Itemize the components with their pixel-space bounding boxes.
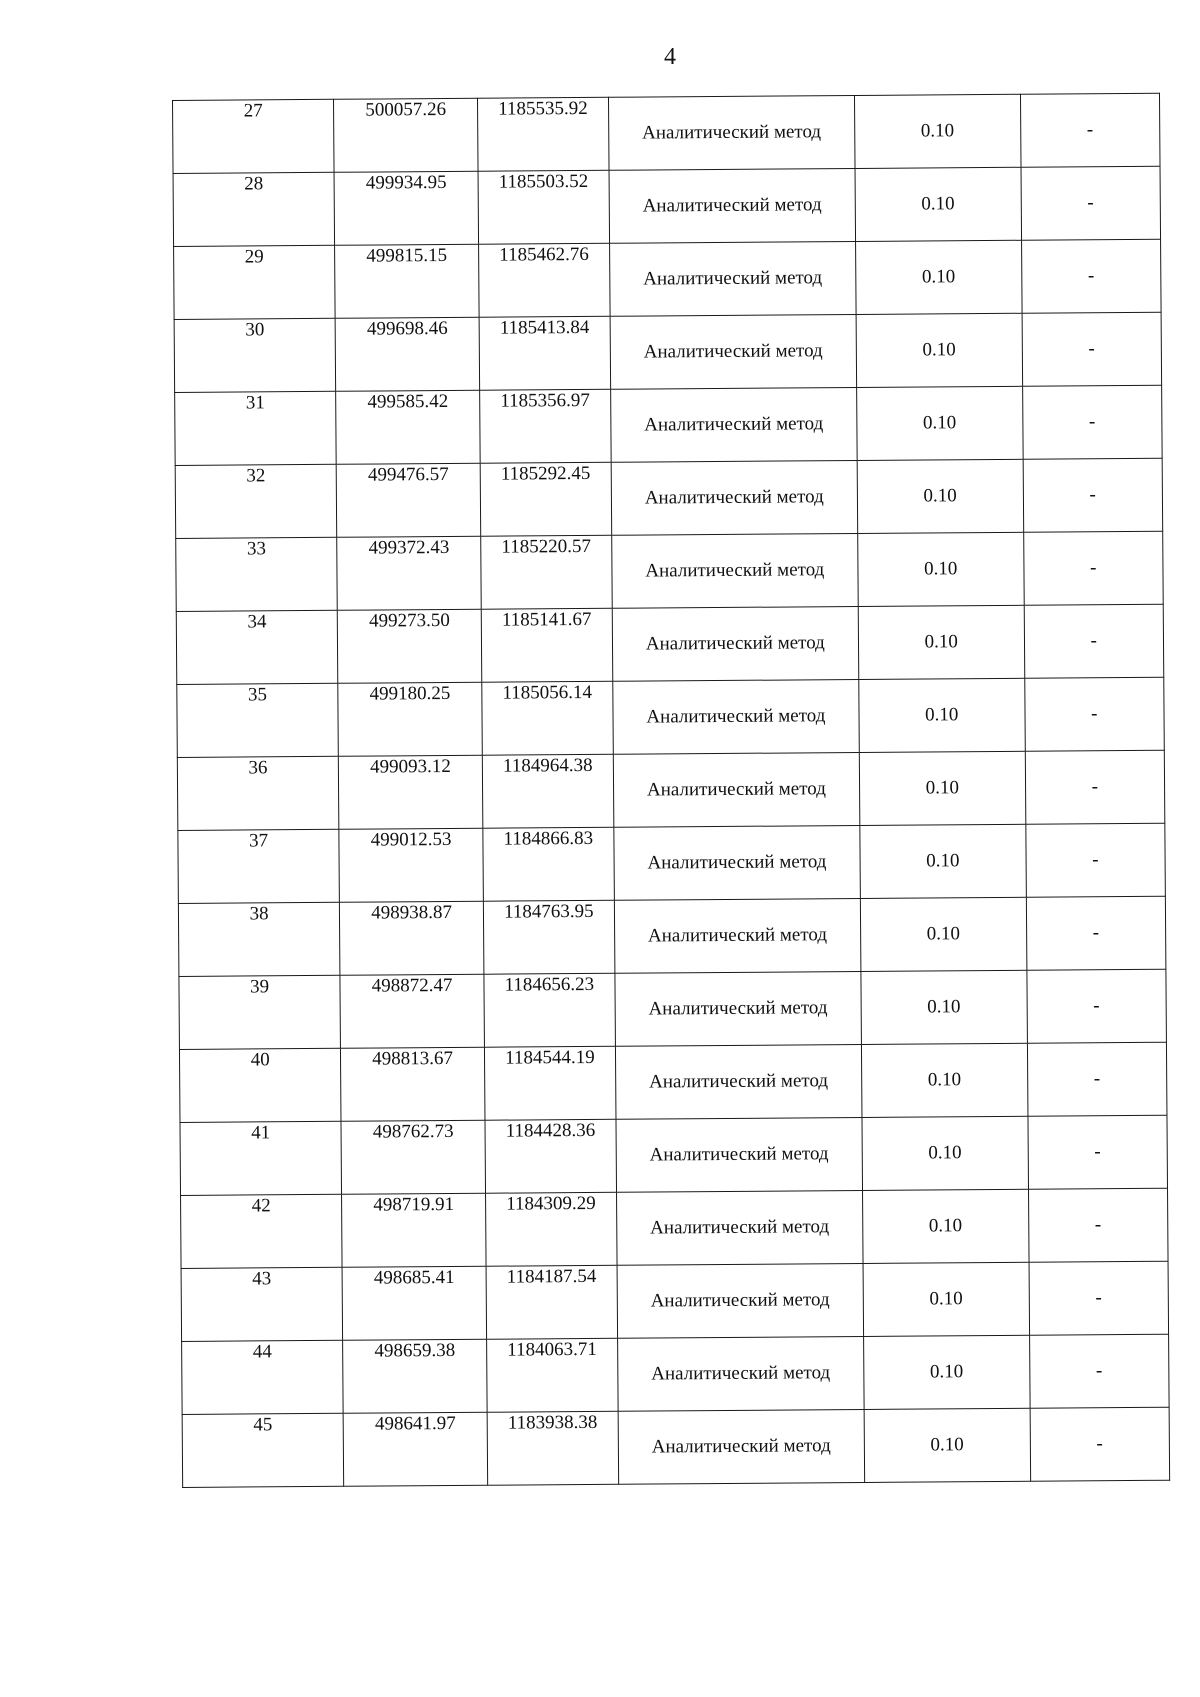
table-row	[174, 312, 1162, 392]
y-coordinate-cell: 1185056.14	[482, 681, 613, 755]
note-cell: -	[1020, 93, 1160, 167]
table-row	[179, 969, 1167, 1049]
accuracy-cell: 0.10	[864, 1408, 1030, 1482]
point-number-cell: 41	[180, 1121, 342, 1195]
y-coordinate-cell: 1184309.29	[486, 1192, 617, 1266]
note-cell: -	[1026, 896, 1166, 970]
point-number-cell: 27	[173, 99, 335, 173]
method-cell: Аналитический метод	[616, 1190, 863, 1265]
x-coordinate-cell: 498659.38	[343, 1339, 487, 1413]
table-row	[181, 1188, 1169, 1268]
accuracy-cell: 0.10	[859, 678, 1025, 752]
x-coordinate-cell: 498872.47	[340, 974, 484, 1048]
y-coordinate-cell: 1185503.52	[478, 170, 609, 244]
x-coordinate-cell: 499698.46	[335, 317, 479, 391]
point-number-cell: 39	[179, 975, 341, 1049]
method-cell: Аналитический метод	[613, 752, 860, 827]
y-coordinate-cell: 1184964.38	[482, 754, 613, 828]
accuracy-cell: 0.10	[862, 1189, 1028, 1263]
method-cell: Аналитический метод	[616, 1117, 863, 1192]
table-row	[182, 1407, 1170, 1487]
table-row	[182, 1334, 1170, 1414]
x-coordinate-cell: 499585.42	[336, 390, 480, 464]
table-row	[174, 239, 1162, 319]
table-row	[177, 677, 1165, 757]
table-row	[180, 1115, 1168, 1195]
note-cell: -	[1021, 239, 1161, 313]
method-cell: Аналитический метод	[610, 314, 857, 389]
x-coordinate-cell: 498813.67	[341, 1047, 485, 1121]
y-coordinate-cell: 1185220.57	[481, 535, 612, 609]
accuracy-cell: 0.10	[864, 1335, 1030, 1409]
method-cell: Аналитический метод	[611, 460, 858, 535]
method-cell: Аналитический метод	[613, 679, 860, 754]
note-cell: -	[1024, 677, 1164, 751]
note-cell: -	[1025, 750, 1165, 824]
note-cell: -	[1029, 1334, 1169, 1408]
method-cell: Аналитический метод	[618, 1409, 865, 1484]
point-number-cell: 44	[182, 1340, 344, 1414]
point-number-cell: 32	[175, 464, 337, 538]
table-row	[175, 458, 1163, 538]
note-cell: -	[1027, 1115, 1167, 1189]
x-coordinate-cell: 499372.43	[337, 536, 481, 610]
accuracy-cell: 0.10	[858, 605, 1024, 679]
accuracy-cell: 0.10	[855, 240, 1021, 314]
point-number-cell: 30	[174, 318, 336, 392]
table-row	[175, 385, 1163, 465]
y-coordinate-cell: 1184866.83	[483, 827, 614, 901]
method-cell: Аналитический метод	[612, 606, 859, 681]
table-row	[179, 1042, 1167, 1122]
y-coordinate-cell: 1184187.54	[486, 1265, 617, 1339]
point-number-cell: 29	[174, 245, 336, 319]
note-cell: -	[1029, 1261, 1169, 1335]
accuracy-cell: 0.10	[857, 459, 1023, 533]
point-number-cell: 38	[178, 902, 340, 976]
x-coordinate-cell: 498762.73	[341, 1120, 485, 1194]
y-coordinate-cell: 1185413.84	[479, 316, 610, 390]
accuracy-cell: 0.10	[862, 1116, 1028, 1190]
coordinates-table-body	[173, 93, 1170, 1487]
table-row	[181, 1261, 1169, 1341]
x-coordinate-cell: 500057.26	[334, 98, 478, 172]
accuracy-cell: 0.10	[861, 970, 1027, 1044]
point-number-cell: 36	[177, 756, 339, 830]
point-number-cell: 33	[176, 537, 338, 611]
table-row	[178, 896, 1166, 976]
x-coordinate-cell: 499180.25	[338, 682, 482, 756]
method-cell: Аналитический метод	[610, 387, 857, 462]
point-number-cell: 40	[179, 1048, 341, 1122]
y-coordinate-cell: 1183938.38	[487, 1411, 618, 1485]
accuracy-cell: 0.10	[861, 1043, 1027, 1117]
note-cell: -	[1022, 385, 1162, 459]
method-cell: Аналитический метод	[615, 971, 862, 1046]
y-coordinate-cell: 1184656.23	[484, 973, 615, 1047]
method-cell: Аналитический метод	[609, 168, 856, 243]
x-coordinate-cell: 498641.97	[343, 1412, 487, 1486]
table-row	[178, 823, 1166, 903]
method-cell: Аналитический метод	[614, 898, 861, 973]
method-cell: Аналитический метод	[611, 533, 858, 608]
accuracy-cell: 0.10	[857, 386, 1023, 460]
method-cell: Аналитический метод	[614, 825, 861, 900]
note-cell: -	[1028, 1188, 1168, 1262]
y-coordinate-cell: 1184763.95	[483, 900, 614, 974]
point-number-cell: 31	[175, 391, 337, 465]
point-number-cell: 43	[181, 1267, 343, 1341]
note-cell: -	[1026, 969, 1166, 1043]
accuracy-cell: 0.10	[858, 532, 1024, 606]
accuracy-cell: 0.10	[856, 313, 1022, 387]
note-cell: -	[1024, 604, 1164, 678]
accuracy-cell: 0.10	[860, 897, 1026, 971]
accuracy-cell: 0.10	[854, 94, 1020, 168]
accuracy-cell: 0.10	[855, 167, 1021, 241]
table-row	[176, 531, 1164, 611]
note-cell: -	[1027, 1042, 1167, 1116]
y-coordinate-cell: 1185462.76	[479, 243, 610, 317]
x-coordinate-cell: 499476.57	[336, 463, 480, 537]
x-coordinate-cell: 499815.15	[335, 244, 479, 318]
note-cell: -	[1022, 312, 1162, 386]
point-number-cell: 34	[176, 610, 338, 684]
y-coordinate-cell: 1184428.36	[485, 1119, 616, 1193]
y-coordinate-cell: 1185356.97	[480, 389, 611, 463]
note-cell: -	[1025, 823, 1165, 897]
table-row	[177, 750, 1165, 830]
accuracy-cell: 0.10	[860, 824, 1026, 898]
note-cell: -	[1023, 531, 1163, 605]
method-cell: Аналитический метод	[617, 1263, 864, 1338]
note-cell: -	[1023, 458, 1163, 532]
x-coordinate-cell: 498719.91	[342, 1193, 486, 1267]
table-row	[173, 166, 1161, 246]
y-coordinate-cell: 1185292.45	[480, 462, 611, 536]
x-coordinate-cell: 499012.53	[339, 828, 483, 902]
x-coordinate-cell: 498685.41	[342, 1266, 486, 1340]
y-coordinate-cell: 1184544.19	[484, 1046, 615, 1120]
point-number-cell: 45	[182, 1413, 344, 1487]
table-row	[173, 93, 1161, 173]
note-cell: -	[1021, 166, 1161, 240]
y-coordinate-cell: 1184063.71	[487, 1338, 618, 1412]
x-coordinate-cell: 499093.12	[339, 755, 483, 829]
accuracy-cell: 0.10	[863, 1262, 1029, 1336]
y-coordinate-cell: 1185535.92	[478, 97, 609, 171]
x-coordinate-cell: 498938.87	[340, 901, 484, 975]
method-cell: Аналитический метод	[608, 95, 855, 170]
coordinates-table	[172, 93, 1170, 1488]
page-number: 4	[664, 44, 676, 70]
coordinates-table-container	[172, 93, 1170, 1488]
point-number-cell: 35	[177, 683, 339, 757]
accuracy-cell: 0.10	[859, 751, 1025, 825]
point-number-cell: 37	[178, 829, 340, 903]
method-cell: Аналитический метод	[615, 1044, 862, 1119]
y-coordinate-cell: 1185141.67	[481, 608, 612, 682]
x-coordinate-cell: 499273.50	[337, 609, 481, 683]
method-cell: Аналитический метод	[609, 241, 856, 316]
note-cell: -	[1030, 1407, 1170, 1481]
point-number-cell: 42	[181, 1194, 343, 1268]
method-cell: Аналитический метод	[617, 1336, 864, 1411]
point-number-cell: 28	[173, 172, 335, 246]
table-row	[176, 604, 1164, 684]
x-coordinate-cell: 499934.95	[334, 171, 478, 245]
